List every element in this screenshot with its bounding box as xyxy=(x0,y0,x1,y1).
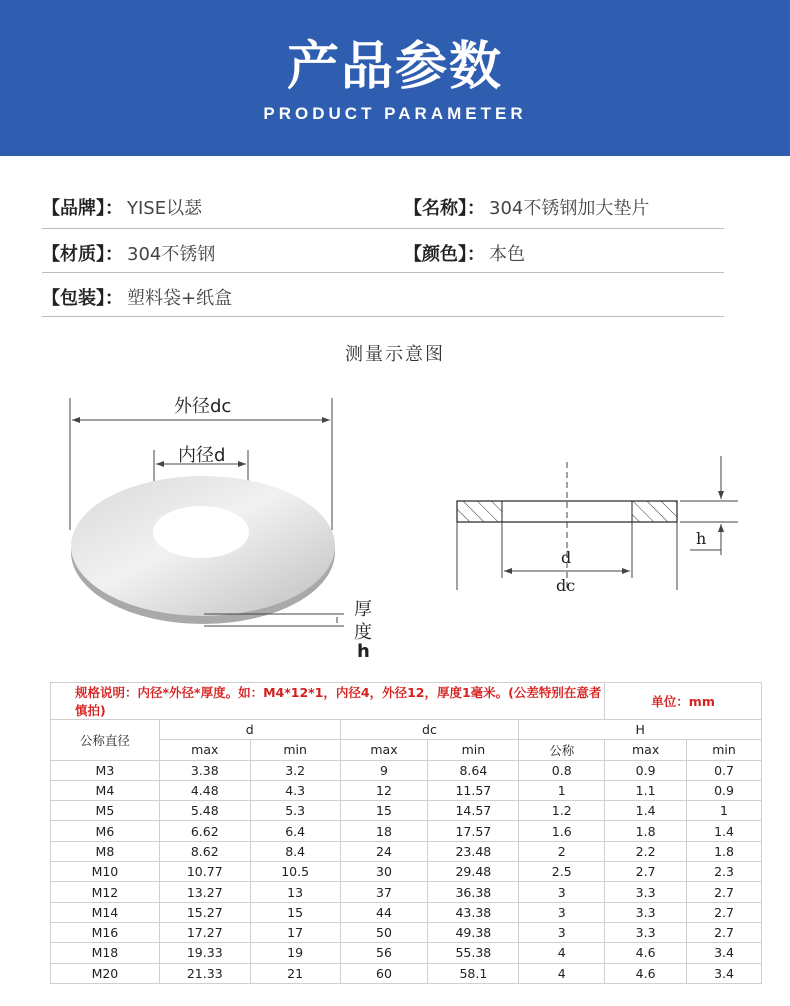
table-cell: 2.7 xyxy=(687,922,762,942)
table-cell: 55.38 xyxy=(428,943,519,963)
table-cell: 5.3 xyxy=(250,801,340,821)
table-cell: 3.38 xyxy=(159,760,250,780)
table-cell: 4 xyxy=(519,963,605,983)
table-cell: M20 xyxy=(51,963,160,983)
subheader-dc-min: min xyxy=(428,740,519,760)
table-cell: 58.1 xyxy=(428,963,519,983)
header-group-dc: dc xyxy=(340,720,519,740)
table-cell: 1 xyxy=(687,801,762,821)
table-cell: 1.1 xyxy=(605,780,687,800)
table-cell: 11.57 xyxy=(428,780,519,800)
table-cell: 3 xyxy=(519,922,605,942)
table-cell: M3 xyxy=(51,760,160,780)
table-cell: 4.6 xyxy=(605,963,687,983)
table-cell: 56 xyxy=(340,943,428,963)
spec-name-label: 【名称】： xyxy=(404,198,485,219)
table-unit: 单位：mm xyxy=(605,683,762,720)
table-cell: 1.8 xyxy=(687,841,762,861)
table-cell: 5.48 xyxy=(159,801,250,821)
subheader-dc-max: max xyxy=(340,740,428,760)
outer-diameter-label: 外径dc xyxy=(174,396,232,417)
table-cell: 43.38 xyxy=(428,902,519,922)
table-cell: 19.33 xyxy=(159,943,250,963)
table-cell: 0.9 xyxy=(687,780,762,800)
table-cell: 17 xyxy=(250,922,340,942)
table-cell: 2 xyxy=(519,841,605,861)
table-cell: 29.48 xyxy=(428,862,519,882)
table-note-row xyxy=(51,683,762,720)
table-cell: 9 xyxy=(340,760,428,780)
table-cell: 14.57 xyxy=(428,801,519,821)
table-cell: 10.5 xyxy=(250,862,340,882)
spec-divider xyxy=(42,272,724,273)
header-nominal: 公称直径 xyxy=(51,720,160,761)
spec-color xyxy=(404,236,525,270)
spec-package-label: 【包装】： xyxy=(42,288,123,309)
table-note: 规格说明：内径*外径*厚度。如：M4*12*1，内径4，外径12，厚度1毫米。(公差特别在意者慎拍) xyxy=(51,683,605,720)
table-cell: 2.7 xyxy=(605,862,687,882)
table-cell: M12 xyxy=(51,882,160,902)
table-cell: 21 xyxy=(250,963,340,983)
table-cell: 13.27 xyxy=(159,882,250,902)
table-cell: 21.33 xyxy=(159,963,250,983)
subheader-h-max: max xyxy=(605,740,687,760)
table-cell: 2.5 xyxy=(519,862,605,882)
table-cell: 3.3 xyxy=(605,922,687,942)
table-cell: 8.62 xyxy=(159,841,250,861)
section-h-label: h xyxy=(696,529,707,548)
table-row xyxy=(51,780,762,800)
table-body xyxy=(51,760,762,983)
spec-brand-value: YISE以瑟 xyxy=(127,198,203,219)
table-cell: 50 xyxy=(340,922,428,942)
table-cell: 10.77 xyxy=(159,862,250,882)
table-cell: 2.3 xyxy=(687,862,762,882)
table-cell: 30 xyxy=(340,862,428,882)
table-cell: 8.64 xyxy=(428,760,519,780)
table-cell: 15 xyxy=(340,801,428,821)
table-cell: 19 xyxy=(250,943,340,963)
spec-package xyxy=(42,280,232,314)
spec-material-label: 【材质】： xyxy=(42,244,123,265)
table-cell: 4.3 xyxy=(250,780,340,800)
table-row xyxy=(51,760,762,780)
table-cell: M16 xyxy=(51,922,160,942)
table-cell: 3.3 xyxy=(605,902,687,922)
table-cell: M10 xyxy=(51,862,160,882)
table-cell: 0.7 xyxy=(687,760,762,780)
section-dc-label: dc xyxy=(556,576,576,595)
table-cell: 4 xyxy=(519,943,605,963)
table-cell: 3.2 xyxy=(250,760,340,780)
thickness-label-1: 厚 xyxy=(354,599,372,620)
table-row xyxy=(51,841,762,861)
table-cell: M5 xyxy=(51,801,160,821)
spec-divider xyxy=(42,316,724,317)
table-cell: 49.38 xyxy=(428,922,519,942)
thickness-label-2: 度 xyxy=(354,622,372,643)
table-cell: 3.4 xyxy=(687,963,762,983)
spec-name xyxy=(404,190,649,224)
table-cell: 37 xyxy=(340,882,428,902)
table-cell: 44 xyxy=(340,902,428,922)
table-cell: 6.62 xyxy=(159,821,250,841)
table-cell: 0.9 xyxy=(605,760,687,780)
table-row xyxy=(51,882,762,902)
table-cell: M6 xyxy=(51,821,160,841)
table-cell: 23.48 xyxy=(428,841,519,861)
table-cell: 8.4 xyxy=(250,841,340,861)
table-cell: 2.7 xyxy=(687,882,762,902)
spec-package-value: 塑料袋+纸盒 xyxy=(127,288,233,309)
table-cell: 2.2 xyxy=(605,841,687,861)
spec-material-value: 304不锈钢 xyxy=(127,244,216,265)
table-cell: 3.4 xyxy=(687,943,762,963)
table-cell: 15.27 xyxy=(159,902,250,922)
table-cell: 12 xyxy=(340,780,428,800)
table-row xyxy=(51,902,762,922)
table-row xyxy=(51,963,762,983)
table-row xyxy=(51,922,762,942)
table-cell: 60 xyxy=(340,963,428,983)
table-cell: 36.38 xyxy=(428,882,519,902)
table-cell: 1.4 xyxy=(605,801,687,821)
cross-section-diagram xyxy=(440,450,750,600)
table-row xyxy=(51,821,762,841)
spec-material xyxy=(42,236,215,270)
page-subtitle: PRODUCT PARAMETER xyxy=(263,104,527,123)
spec-color-value: 本色 xyxy=(489,244,525,265)
table-cell: 3 xyxy=(519,882,605,902)
table-cell: M18 xyxy=(51,943,160,963)
table-cell: M4 xyxy=(51,780,160,800)
thickness-label-3: h xyxy=(357,641,370,662)
table-cell: 0.8 xyxy=(519,760,605,780)
table-cell: 1.4 xyxy=(687,821,762,841)
table-cell: 24 xyxy=(340,841,428,861)
diagram-title: 测量示意图 xyxy=(345,344,445,365)
spec-brand-label: 【品牌】： xyxy=(42,198,123,219)
table-cell: 4.48 xyxy=(159,780,250,800)
table-cell: M8 xyxy=(51,841,160,861)
header-banner xyxy=(0,0,790,156)
subheader-d-min: min xyxy=(250,740,340,760)
table-cell: 6.4 xyxy=(250,821,340,841)
table-cell: 2.7 xyxy=(687,902,762,922)
header-group-d: d xyxy=(159,720,340,740)
table-cell: 17.57 xyxy=(428,821,519,841)
table-cell: 17.27 xyxy=(159,922,250,942)
spec-name-value: 304不锈钢加大垫片 xyxy=(489,198,650,219)
table-cell: 13 xyxy=(250,882,340,902)
table-header-row xyxy=(51,720,762,740)
spec-color-label: 【颜色】： xyxy=(404,244,485,265)
table-cell: 3.3 xyxy=(605,882,687,902)
table-cell: 4.6 xyxy=(605,943,687,963)
subheader-h-min: min xyxy=(687,740,762,760)
table-cell: 1.8 xyxy=(605,821,687,841)
inner-diameter-label: 内径d xyxy=(178,445,226,466)
table-row xyxy=(51,801,762,821)
page-title: 产品参数 xyxy=(286,37,503,97)
table-cell: 15 xyxy=(250,902,340,922)
table-cell: 1.2 xyxy=(519,801,605,821)
table-cell: 3 xyxy=(519,902,605,922)
header-group-h: H xyxy=(519,720,762,740)
table-row xyxy=(51,943,762,963)
spec-table xyxy=(50,682,762,984)
subheader-h-nominal: 公称 xyxy=(519,740,605,760)
washer-diagram xyxy=(0,380,400,670)
table-cell: 1 xyxy=(519,780,605,800)
spec-brand xyxy=(42,190,202,224)
table-cell: 1.6 xyxy=(519,821,605,841)
subheader-d-max: max xyxy=(159,740,250,760)
section-d-label: d xyxy=(561,548,572,567)
table-cell: 18 xyxy=(340,821,428,841)
table-row xyxy=(51,862,762,882)
spec-divider xyxy=(42,228,724,229)
washer-hole xyxy=(153,506,249,558)
table-cell: M14 xyxy=(51,902,160,922)
